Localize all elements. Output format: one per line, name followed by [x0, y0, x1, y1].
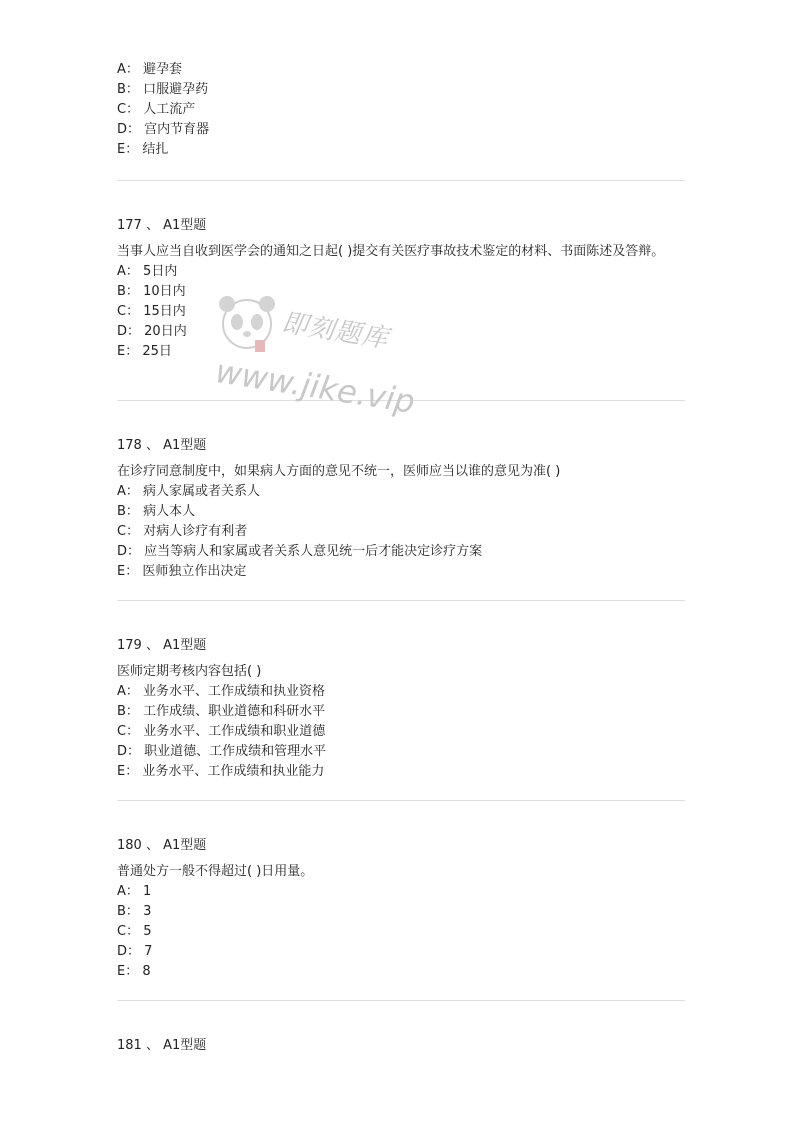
option-b: B： 病人本人 — [117, 504, 196, 519]
option-a: A： 病人家属或者关系人 — [117, 484, 261, 499]
option-b: B： 10日内 — [117, 284, 186, 299]
divider — [117, 180, 685, 181]
question-header: 179 、 A1型题 — [117, 638, 207, 653]
option-d: D： 应当等病人和家属或者关系人意见统一后才能决定诊疗方案 — [117, 544, 483, 559]
option-e: E： 业务水平、工作成绩和执业能力 — [117, 764, 325, 779]
divider — [117, 600, 685, 601]
question-header: 178 、 A1型题 — [117, 438, 207, 453]
option-a: A： 5日内 — [117, 264, 178, 279]
option-e: E： 25日 — [117, 344, 172, 359]
question-180 — [117, 836, 687, 982]
divider — [117, 1000, 685, 1001]
option-d: D： 7 — [117, 944, 153, 959]
question-stem: 普通处方一般不得超过( )日用量。 — [117, 864, 314, 879]
option-a: A： 1 — [117, 884, 152, 899]
option-e: E： 医师独立作出决定 — [117, 564, 247, 579]
divider — [117, 400, 685, 401]
option-d: D： 宫内节育器 — [117, 122, 210, 137]
option-a: A： 避孕套 — [117, 62, 183, 77]
question-stem: 当事人应当自收到医学会的通知之日起( )提交有关医疗事故技术鉴定的材料、书面陈述及答辩。 — [117, 244, 665, 259]
question-stem: 医师定期考核内容包括( ) — [117, 664, 262, 679]
option-c: C： 对病人诊疗有利者 — [117, 524, 248, 539]
option-e: E： 8 — [117, 964, 151, 979]
option-c: C： 5 — [117, 924, 152, 939]
question-176-options — [117, 60, 687, 160]
option-e: E： 结扎 — [117, 142, 169, 157]
question-header: 180 、 A1型题 — [117, 838, 207, 853]
question-177 — [117, 216, 687, 362]
question-header: 181 、 A1型题 — [117, 1038, 207, 1053]
question-stem: 在诊疗同意制度中，如果病人方面的意见不统一，医师应当以谁的意见为准( ) — [117, 464, 561, 479]
divider — [117, 800, 685, 801]
question-181 — [117, 1036, 687, 1056]
question-header: 177 、 A1型题 — [117, 218, 207, 233]
option-c: C： 15日内 — [117, 304, 186, 319]
option-c: C： 业务水平、工作成绩和职业道德 — [117, 724, 326, 739]
option-a: A： 业务水平、工作成绩和执业资格 — [117, 684, 326, 699]
option-b: B： 口服避孕药 — [117, 82, 209, 97]
option-d: D： 职业道德、工作成绩和管理水平 — [117, 744, 327, 759]
question-178 — [117, 436, 687, 582]
option-d: D： 20日内 — [117, 324, 187, 339]
question-179 — [117, 636, 687, 782]
watermark-brand: 即刻题库 — [279, 307, 391, 355]
option-b: B： 3 — [117, 904, 152, 919]
watermark-url: www.jike.vip — [213, 352, 418, 421]
option-b: B： 工作成绩、职业道德和科研水平 — [117, 704, 326, 719]
option-c: C： 人工流产 — [117, 102, 196, 117]
